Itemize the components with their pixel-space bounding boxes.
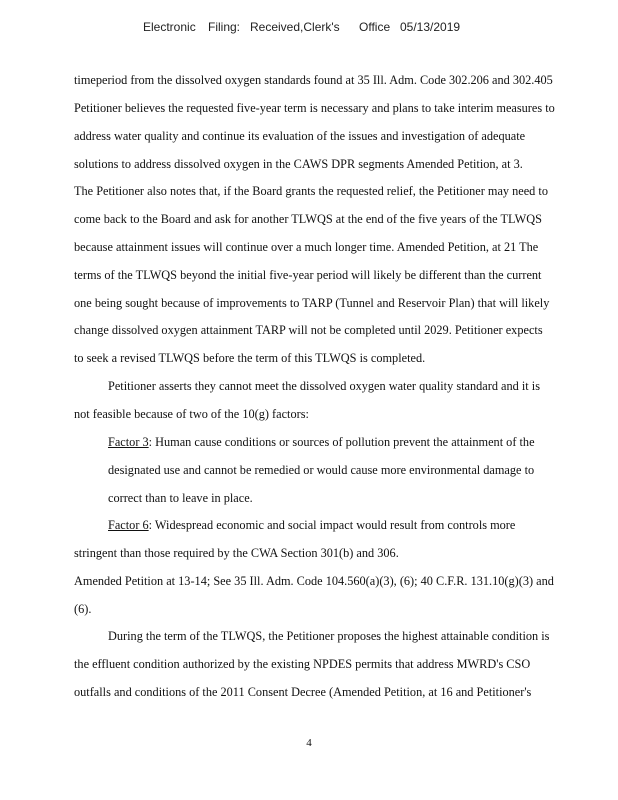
body-line: timeperiod from the dissolved oxygen standards found at 35 Ill. Adm. Code 302.206 and 302.405	[74, 73, 553, 87]
body-line: solutions to address dissolved oxygen in the CAWS DPR segments Amended Petition, at 3.	[74, 157, 523, 171]
citation-line: (6).	[74, 602, 92, 616]
header-date: 05/13/2019	[400, 20, 461, 34]
body-line: Petitioner believes the requested five-year term is necessary and plans to take interim measures to	[74, 101, 555, 115]
body-line: The Petitioner also notes that, if the Board grants the requested relief, the Petitioner may need to	[74, 184, 548, 198]
header-electronic: Electronic	[143, 20, 196, 34]
citation-line: Amended Petition at 13-14; See 35 Ill. Adm. Code 104.560(a)(3), (6); 40 C.F.R. 131.10(g)(3) and	[74, 574, 554, 588]
header-office: Office	[359, 20, 391, 34]
body-line: outfalls and conditions of the 2011 Consent Decree (Amended Petition, at 16 and Petitioner's	[74, 685, 532, 699]
body-line: the effluent condition authorized by the existing NPDES permits that address MWRD's CSO	[74, 657, 531, 671]
body-line: change dissolved oxygen attainment TARP will not be completed until 2029. Petitioner expects	[74, 323, 543, 337]
body-line: not feasible because of two of the 10(g) factors:	[74, 407, 309, 421]
body-line: address water quality and continue its evaluation of the issues and investigation of adequate	[74, 129, 526, 143]
body-line: to seek a revised TLWQS before the term of this TLWQS is completed.	[74, 351, 426, 365]
body-line: because attainment issues will continue over a much longer time. Amended Petition, at 21 The	[74, 240, 539, 254]
body-line: one being sought because of improvements to TARP (Tunnel and Reservoir Plan) that will likely	[74, 296, 550, 310]
body-line: designated use and cannot be remedied or would cause more environmental damage to	[108, 463, 535, 477]
header-received: Received,Clerk's	[250, 20, 340, 34]
body-line: terms of the TLWQS beyond the initial five-year period will likely be different than the current	[74, 268, 542, 282]
page-number: 4	[306, 737, 312, 749]
body-line: come back to the Board and ask for another TLWQS at the end of the five years of the TLWQS	[74, 212, 542, 226]
factor-6-label: Factor 6	[108, 518, 149, 532]
factor-3-label: Factor 3	[108, 435, 149, 449]
filing-header	[0, 20, 618, 36]
body-line: Petitioner asserts they cannot meet the dissolved oxygen water quality standard and it is	[108, 379, 540, 393]
factor-3-line	[108, 434, 618, 450]
factor-6-line	[108, 517, 618, 533]
factor-6-text: : Widespread economic and social impact would result from controls more	[148, 518, 516, 532]
header-filing: Filing:	[208, 20, 241, 34]
body-line: During the term of the TLWQS, the Petitioner proposes the highest attainable condition is	[108, 629, 550, 643]
body-line: correct than to leave in place.	[108, 491, 253, 505]
body-line: stringent than those required by the CWA Section 301(b) and 306.	[74, 546, 399, 560]
factor-3-text: : Human cause conditions or sources of pollution prevent the attainment of the	[148, 435, 535, 449]
